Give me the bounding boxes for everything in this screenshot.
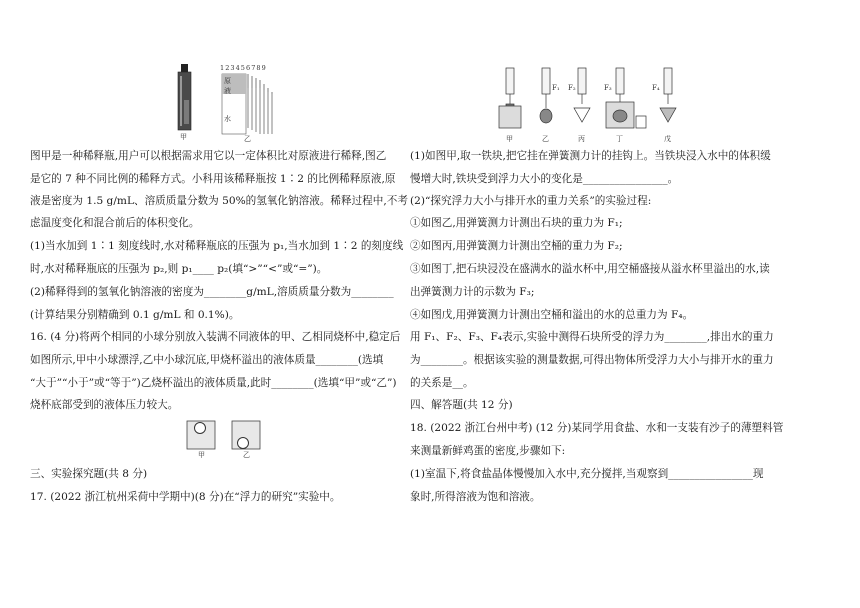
caption-wu: 戊 [664, 135, 671, 143]
label-yuan: 原 [224, 77, 231, 85]
question16-line4: 烧杯底部受到的液体压力较大。 [30, 399, 179, 411]
force-f1: F₁ [552, 84, 560, 92]
conclusion-line1: 用 F₁、F₂、F₃、F₄表示,实验中测得石块所受的浮力为________,排出水的重力 [410, 331, 774, 343]
force-f4: F₄ [652, 84, 660, 92]
question16-line2: 如图所示,甲中小球漂浮,乙中小球沉底,甲烧杯溢出的液体质量________(选填 [30, 354, 384, 366]
question16-line3: “大于”“小于”或“等于”)乙烧杯溢出的液体质量,此时________(选填“甲”或“乙”) [30, 377, 397, 389]
caption-jia: 甲 [180, 133, 187, 141]
question1-line2: 时,水对稀释瓶底的压强为 p₂,则 p₁____ p₂(填“>”“<”或“=”)。 [30, 263, 328, 275]
question18-1-line1: (1)室温下,将食盐晶体慢慢加入水中,充分搅拌,当观察到________________现 [410, 468, 764, 480]
question2-line2: (计算结果分别精确到 0.1 g/mL 和 0.1%)。 [30, 309, 240, 321]
step1: ①如图乙,用弹簧测力计测出石块的重力为 F₁; [410, 217, 623, 229]
caption-jia: 甲 [506, 135, 513, 143]
label-ye: 液 [224, 87, 231, 95]
step3-line2: 出弹簧测力计的示数为 F₃; [410, 286, 535, 298]
beaker-figure [186, 419, 266, 459]
section3-heading: 三、实验探究题(共 8 分) [30, 468, 148, 480]
para1-line1: 图甲是一种稀释瓶,用户可以根据需求用它以一定体积比对原液进行稀释,图乙 [30, 150, 387, 162]
para1-line3: 液是密度为 1.5 g/mL、溶质质量分数为 50%的氢氧化钠溶液。稀释过程中,不考 [30, 195, 408, 207]
para1-line2: 是它的 7 种不同比例的稀释方式。小科用该稀释瓶按 1∶2 的比例稀释原液,原 [30, 173, 396, 185]
question2-line1: (2)稀释得到的氢氧化钠溶液的密度为________g/mL,溶质质量分数为________ [30, 286, 394, 298]
conclusion-line3: 的关系是__。 [410, 377, 474, 389]
answer1-line1: (1)如图甲,取一铁块,把它挂在弹簧测力计的挂钩上。当铁块浸入水中的体积缓 [410, 150, 771, 162]
question18-1-line2: 象时,所得溶液为饱和溶液。 [410, 491, 541, 503]
spring-scale-drawing [496, 64, 696, 134]
answer1-line2: 慢增大时,铁块受到浮力大小的变化是________________。 [410, 173, 679, 185]
beaker-caption-jia: 甲 [198, 451, 205, 459]
question17: 17. (2022 浙江杭州采荷中学期中)(8 分)在“浮力的研究”实验中。 [30, 491, 341, 503]
caption-yi: 乙 [542, 135, 549, 143]
beaker-drawing [186, 419, 266, 453]
step3-line1: ③如图丁,把石块浸没在盛满水的溢水杯中,用空桶盛接从溢水杯里溢出的水,读 [410, 263, 770, 275]
caption-yi: 乙 [244, 135, 251, 143]
dilution-bottle-figure [174, 64, 294, 146]
section4-heading: 四、解答题(共 12 分) [410, 399, 513, 411]
caption-bing: 丙 [578, 135, 585, 143]
step4: ④如图戊,用弹簧测力计测出空桶和溢出的水的总重力为 F₄。 [410, 309, 694, 321]
spring-scale-figure [496, 64, 696, 146]
dilution-bottle-drawing [174, 64, 294, 146]
question1-line1: (1)当水加到 1∶1 刻度线时,水对稀释瓶底的压强为 p₁,当水加到 1∶2 的刻度线 [30, 240, 404, 252]
conclusion-line2: 为________。根据该实验的测量数据,可得出物体所受浮力大小与排开水的重力 [410, 354, 774, 366]
beaker-caption-yi: 乙 [243, 451, 250, 459]
question16-line1: 16. (4 分)将两个相同的小球分别放入装满不同液体的甲、乙相同烧杯中,稳定后 [30, 331, 401, 343]
para1-line4: 虑温度变化和混合前后的体积变化。 [30, 217, 200, 229]
question18-line1: 18. (2022 浙江台州中考) (12 分)某同学用食盐、水和一支装有沙子的薄塑料管 [410, 422, 784, 434]
caption-ding: 丁 [616, 135, 623, 143]
question18-line2: 来测量新鲜鸡蛋的密度,步骤如下: [410, 445, 566, 457]
label-shui: 水 [224, 115, 231, 123]
force-f3: F₃ [604, 84, 612, 92]
force-f2: F₂ [568, 84, 576, 92]
answer2-heading: (2)“探究浮力大小与排开水的重力关系”的实验过程: [410, 195, 652, 207]
scale-numbers: 1 2 3 4 5 6 7 8 9 [220, 64, 266, 72]
step2: ②如图丙,用弹簧测力计测出空桶的重力为 F₂; [410, 240, 623, 252]
